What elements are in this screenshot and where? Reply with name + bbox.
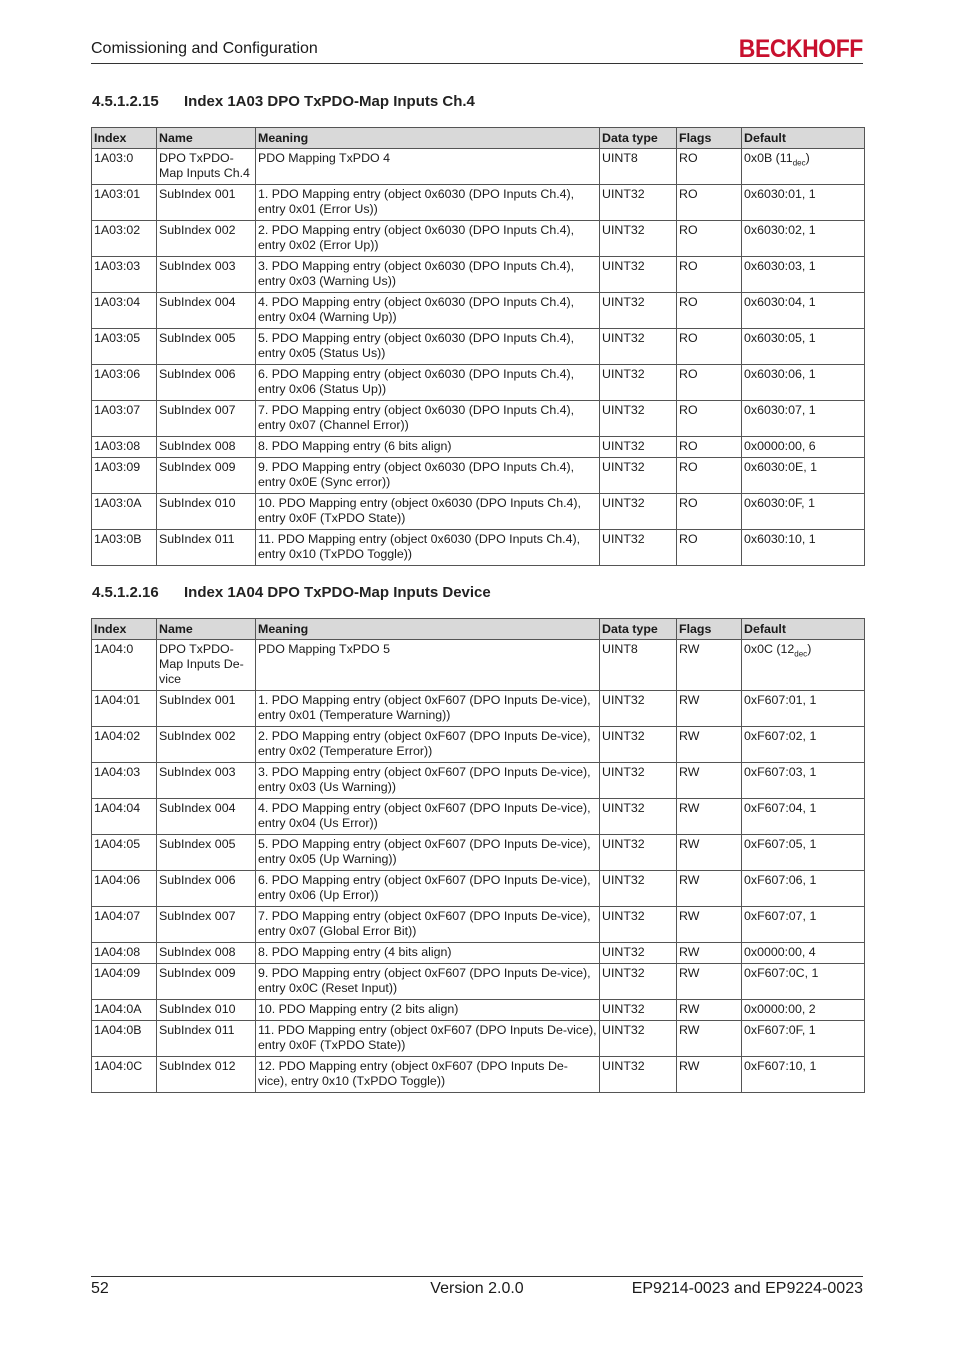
table-row	[92, 907, 865, 943]
cell-index: 1A03:0	[92, 149, 157, 185]
cell-name: SubIndex 003	[157, 257, 256, 293]
cell-index: 1A03:07	[92, 401, 157, 437]
cell-index: 1A03:01	[92, 185, 157, 221]
default-tail: )	[805, 151, 810, 165]
column-header: Meaning	[256, 128, 600, 149]
cell-flags: RO	[677, 458, 742, 494]
cell-data-type: UINT32	[600, 835, 677, 871]
section-number: 4.5.1.2.15	[92, 93, 159, 110]
cell-index: 1A03:04	[92, 293, 157, 329]
table-row	[92, 149, 865, 185]
cell-data-type: UINT32	[600, 530, 677, 566]
page-header-title: Comissioning and Configuration	[91, 40, 318, 57]
table-row	[92, 691, 865, 727]
cell-meaning: 6. PDO Mapping entry (object 0x6030 (DPO Inputs Ch.4), entry 0x06 (Status Up))	[256, 365, 600, 401]
cell-meaning: 4. PDO Mapping entry (object 0x6030 (DPO Inputs Ch.4), entry 0x04 (Warning Up))	[256, 293, 600, 329]
cell-meaning: 9. PDO Mapping entry (object 0xF607 (DPO Inputs De-vice), entry 0x0C (Reset Input))	[256, 964, 600, 1000]
cell-flags: RW	[677, 727, 742, 763]
cell-default: 0xF607:0C, 1	[742, 964, 865, 1000]
cell-default: 0xF607:01, 1	[742, 691, 865, 727]
cell-meaning: 11. PDO Mapping entry (object 0x6030 (DPO Inputs Ch.4), entry 0x10 (TxPDO Toggle))	[256, 530, 600, 566]
cell-default: 0xF607:10, 1	[742, 1057, 865, 1093]
table-header-row	[92, 619, 865, 640]
table-row	[92, 640, 865, 691]
cell-name: SubIndex 007	[157, 907, 256, 943]
cell-data-type: UINT32	[600, 907, 677, 943]
cell-default: 0x6030:01, 1	[742, 185, 865, 221]
cell-data-type: UINT32	[600, 763, 677, 799]
cell-meaning: 1. PDO Mapping entry (object 0xF607 (DPO Inputs De-vice), entry 0x01 (Temperature Warning))	[256, 691, 600, 727]
section-title: Index 1A04 DPO TxPDO-Map Inputs Device	[184, 584, 491, 601]
cell-name: SubIndex 005	[157, 835, 256, 871]
cell-flags: RW	[677, 1021, 742, 1057]
cell-flags: RO	[677, 149, 742, 185]
cell-default	[742, 640, 865, 691]
cell-flags: RW	[677, 1000, 742, 1021]
cell-default: 0x6030:05, 1	[742, 329, 865, 365]
cell-index: 1A04:01	[92, 691, 157, 727]
table-row	[92, 221, 865, 257]
cell-flags: RW	[677, 871, 742, 907]
object-table-1a03	[91, 127, 865, 566]
cell-meaning: PDO Mapping TxPDO 5	[256, 640, 600, 691]
cell-name: SubIndex 011	[157, 530, 256, 566]
cell-name: SubIndex 009	[157, 964, 256, 1000]
cell-flags: RW	[677, 835, 742, 871]
cell-index: 1A04:0A	[92, 1000, 157, 1021]
column-header: Default	[742, 128, 865, 149]
cell-default: 0x0000:00, 4	[742, 943, 865, 964]
section-title: Index 1A03 DPO TxPDO-Map Inputs Ch.4	[184, 93, 475, 110]
footer-divider	[91, 1276, 863, 1277]
cell-name: SubIndex 005	[157, 329, 256, 365]
cell-default: 0x0000:00, 6	[742, 437, 865, 458]
cell-index: 1A03:09	[92, 458, 157, 494]
cell-index: 1A04:0B	[92, 1021, 157, 1057]
cell-meaning: 3. PDO Mapping entry (object 0x6030 (DPO Inputs Ch.4), entry 0x03 (Warning Us))	[256, 257, 600, 293]
cell-meaning: 7. PDO Mapping entry (object 0xF607 (DPO Inputs De-vice), entry 0x07 (Global Error Bit))	[256, 907, 600, 943]
table-row	[92, 401, 865, 437]
cell-index: 1A03:0B	[92, 530, 157, 566]
default-subscript: dec	[792, 158, 806, 168]
table-row	[92, 727, 865, 763]
cell-name: SubIndex 010	[157, 494, 256, 530]
cell-default: 0xF607:0F, 1	[742, 1021, 865, 1057]
cell-name: SubIndex 008	[157, 437, 256, 458]
default-value: 0x0B (11	[744, 151, 793, 165]
cell-data-type: UINT32	[600, 799, 677, 835]
cell-flags: RO	[677, 329, 742, 365]
cell-name: SubIndex 001	[157, 185, 256, 221]
cell-default: 0x6030:0E, 1	[742, 458, 865, 494]
cell-flags: RO	[677, 530, 742, 566]
cell-name: DPO TxPDO-Map Inputs Ch.4	[157, 149, 256, 185]
cell-index: 1A04:0	[92, 640, 157, 691]
default-subscript: dec	[794, 649, 808, 659]
table-row	[92, 365, 865, 401]
table-row	[92, 185, 865, 221]
page-number: 52	[91, 1280, 109, 1297]
cell-flags: RO	[677, 221, 742, 257]
document-version: Version 2.0.0	[430, 1280, 524, 1297]
default-tail: )	[807, 642, 812, 656]
cell-name: SubIndex 001	[157, 691, 256, 727]
cell-meaning: 9. PDO Mapping entry (object 0x6030 (DPO Inputs Ch.4), entry 0x0E (Sync error))	[256, 458, 600, 494]
cell-meaning: 4. PDO Mapping entry (object 0xF607 (DPO Inputs De-vice), entry 0x04 (Us Error))	[256, 799, 600, 835]
cell-data-type: UINT32	[600, 329, 677, 365]
column-header: Flags	[677, 619, 742, 640]
cell-name: SubIndex 006	[157, 871, 256, 907]
cell-name: DPO TxPDO-Map Inputs De-vice	[157, 640, 256, 691]
column-header: Data type	[600, 128, 677, 149]
cell-data-type: UINT32	[600, 727, 677, 763]
cell-index: 1A04:02	[92, 727, 157, 763]
table-row	[92, 763, 865, 799]
cell-flags: RW	[677, 691, 742, 727]
column-header: Name	[157, 619, 256, 640]
cell-data-type: UINT32	[600, 1057, 677, 1093]
cell-flags: RO	[677, 365, 742, 401]
cell-index: 1A03:06	[92, 365, 157, 401]
cell-data-type: UINT32	[600, 1000, 677, 1021]
cell-meaning: 2. PDO Mapping entry (object 0x6030 (DPO Inputs Ch.4), entry 0x02 (Error Up))	[256, 221, 600, 257]
cell-default: 0xF607:02, 1	[742, 727, 865, 763]
section-heading-1a03	[92, 93, 475, 110]
cell-name: SubIndex 007	[157, 401, 256, 437]
cell-meaning: 3. PDO Mapping entry (object 0xF607 (DPO Inputs De-vice), entry 0x03 (Us Warning))	[256, 763, 600, 799]
cell-meaning: 5. PDO Mapping entry (object 0x6030 (DPO Inputs Ch.4), entry 0x05 (Status Us))	[256, 329, 600, 365]
cell-index: 1A04:07	[92, 907, 157, 943]
cell-index: 1A03:02	[92, 221, 157, 257]
table-row	[92, 964, 865, 1000]
cell-flags: RW	[677, 907, 742, 943]
cell-default: 0xF607:05, 1	[742, 835, 865, 871]
column-header: Name	[157, 128, 256, 149]
table-row	[92, 458, 865, 494]
cell-index: 1A04:06	[92, 871, 157, 907]
cell-name: SubIndex 002	[157, 727, 256, 763]
cell-default: 0x6030:04, 1	[742, 293, 865, 329]
cell-name: SubIndex 008	[157, 943, 256, 964]
table-row	[92, 494, 865, 530]
cell-meaning: 10. PDO Mapping entry (object 0x6030 (DPO Inputs Ch.4), entry 0x0F (TxPDO State))	[256, 494, 600, 530]
table-row	[92, 1057, 865, 1093]
column-header: Default	[742, 619, 865, 640]
table-row	[92, 1021, 865, 1057]
cell-flags: RW	[677, 763, 742, 799]
cell-data-type: UINT32	[600, 494, 677, 530]
table-row	[92, 257, 865, 293]
cell-flags: RO	[677, 185, 742, 221]
cell-default: 0x6030:10, 1	[742, 530, 865, 566]
cell-name: SubIndex 006	[157, 365, 256, 401]
table-row	[92, 835, 865, 871]
cell-name: SubIndex 002	[157, 221, 256, 257]
cell-flags: RW	[677, 964, 742, 1000]
cell-default: 0x6030:06, 1	[742, 365, 865, 401]
cell-meaning: 8. PDO Mapping entry (4 bits align)	[256, 943, 600, 964]
default-value: 0x0C (12	[744, 642, 795, 656]
cell-default	[742, 149, 865, 185]
cell-data-type: UINT8	[600, 149, 677, 185]
cell-default: 0x6030:03, 1	[742, 257, 865, 293]
cell-index: 1A04:0C	[92, 1057, 157, 1093]
cell-data-type: UINT32	[600, 185, 677, 221]
cell-data-type: UINT32	[600, 871, 677, 907]
cell-flags: RO	[677, 494, 742, 530]
cell-flags: RO	[677, 437, 742, 458]
cell-index: 1A04:05	[92, 835, 157, 871]
product-name: EP9214-0023 and EP9224-0023	[631, 1280, 863, 1297]
cell-data-type: UINT32	[600, 401, 677, 437]
beckhoff-logo: BECKHOFF	[738, 35, 863, 63]
cell-default: 0x6030:07, 1	[742, 401, 865, 437]
cell-index: 1A04:03	[92, 763, 157, 799]
cell-meaning: PDO Mapping TxPDO 4	[256, 149, 600, 185]
cell-meaning: 11. PDO Mapping entry (object 0xF607 (DPO Inputs De-vice), entry 0x0F (TxPDO State))	[256, 1021, 600, 1057]
cell-name: SubIndex 010	[157, 1000, 256, 1021]
column-header: Flags	[677, 128, 742, 149]
cell-meaning: 2. PDO Mapping entry (object 0xF607 (DPO Inputs De-vice), entry 0x02 (Temperature Error))	[256, 727, 600, 763]
cell-default: 0xF607:07, 1	[742, 907, 865, 943]
cell-index: 1A03:05	[92, 329, 157, 365]
cell-meaning: 5. PDO Mapping entry (object 0xF607 (DPO Inputs De-vice), entry 0x05 (Up Warning))	[256, 835, 600, 871]
cell-default: 0xF607:04, 1	[742, 799, 865, 835]
cell-meaning: 7. PDO Mapping entry (object 0x6030 (DPO Inputs Ch.4), entry 0x07 (Channel Error))	[256, 401, 600, 437]
cell-name: SubIndex 012	[157, 1057, 256, 1093]
cell-meaning: 8. PDO Mapping entry (6 bits align)	[256, 437, 600, 458]
cell-name: SubIndex 003	[157, 763, 256, 799]
table-row	[92, 1000, 865, 1021]
cell-data-type: UINT32	[600, 221, 677, 257]
cell-flags: RW	[677, 799, 742, 835]
cell-index: 1A03:0A	[92, 494, 157, 530]
cell-data-type: UINT32	[600, 964, 677, 1000]
column-header: Meaning	[256, 619, 600, 640]
header-divider	[91, 63, 863, 64]
column-header: Data type	[600, 619, 677, 640]
cell-name: SubIndex 004	[157, 293, 256, 329]
cell-default: 0x6030:0F, 1	[742, 494, 865, 530]
column-header: Index	[92, 619, 157, 640]
cell-data-type: UINT32	[600, 943, 677, 964]
column-header: Index	[92, 128, 157, 149]
cell-meaning: 12. PDO Mapping entry (object 0xF607 (DPO Inputs De-vice), entry 0x10 (TxPDO Toggle))	[256, 1057, 600, 1093]
cell-index: 1A04:08	[92, 943, 157, 964]
cell-default: 0xF607:03, 1	[742, 763, 865, 799]
table-row	[92, 530, 865, 566]
cell-data-type: UINT32	[600, 257, 677, 293]
cell-index: 1A03:08	[92, 437, 157, 458]
cell-default: 0x0000:00, 2	[742, 1000, 865, 1021]
table-row	[92, 799, 865, 835]
cell-name: SubIndex 004	[157, 799, 256, 835]
cell-name: SubIndex 009	[157, 458, 256, 494]
cell-flags: RW	[677, 640, 742, 691]
table-row	[92, 871, 865, 907]
cell-name: SubIndex 011	[157, 1021, 256, 1057]
cell-data-type: UINT32	[600, 458, 677, 494]
cell-flags: RW	[677, 1057, 742, 1093]
cell-flags: RO	[677, 293, 742, 329]
table-row	[92, 437, 865, 458]
cell-index: 1A03:03	[92, 257, 157, 293]
cell-flags: RW	[677, 943, 742, 964]
table-row	[92, 293, 865, 329]
section-number: 4.5.1.2.16	[92, 584, 159, 601]
cell-data-type: UINT32	[600, 293, 677, 329]
cell-data-type: UINT32	[600, 691, 677, 727]
object-table-1a04	[91, 618, 865, 1093]
cell-default: 0x6030:02, 1	[742, 221, 865, 257]
cell-meaning: 6. PDO Mapping entry (object 0xF607 (DPO Inputs De-vice), entry 0x06 (Up Error))	[256, 871, 600, 907]
cell-data-type: UINT32	[600, 1021, 677, 1057]
cell-flags: RO	[677, 401, 742, 437]
table-header-row	[92, 128, 865, 149]
cell-index: 1A04:09	[92, 964, 157, 1000]
section-heading-1a04	[92, 584, 491, 601]
cell-data-type: UINT8	[600, 640, 677, 691]
table-row	[92, 329, 865, 365]
cell-data-type: UINT32	[600, 437, 677, 458]
cell-flags: RO	[677, 257, 742, 293]
cell-index: 1A04:04	[92, 799, 157, 835]
cell-meaning: 10. PDO Mapping entry (2 bits align)	[256, 1000, 600, 1021]
cell-default: 0xF607:06, 1	[742, 871, 865, 907]
cell-meaning: 1. PDO Mapping entry (object 0x6030 (DPO Inputs Ch.4), entry 0x01 (Error Us))	[256, 185, 600, 221]
cell-data-type: UINT32	[600, 365, 677, 401]
table-row	[92, 943, 865, 964]
